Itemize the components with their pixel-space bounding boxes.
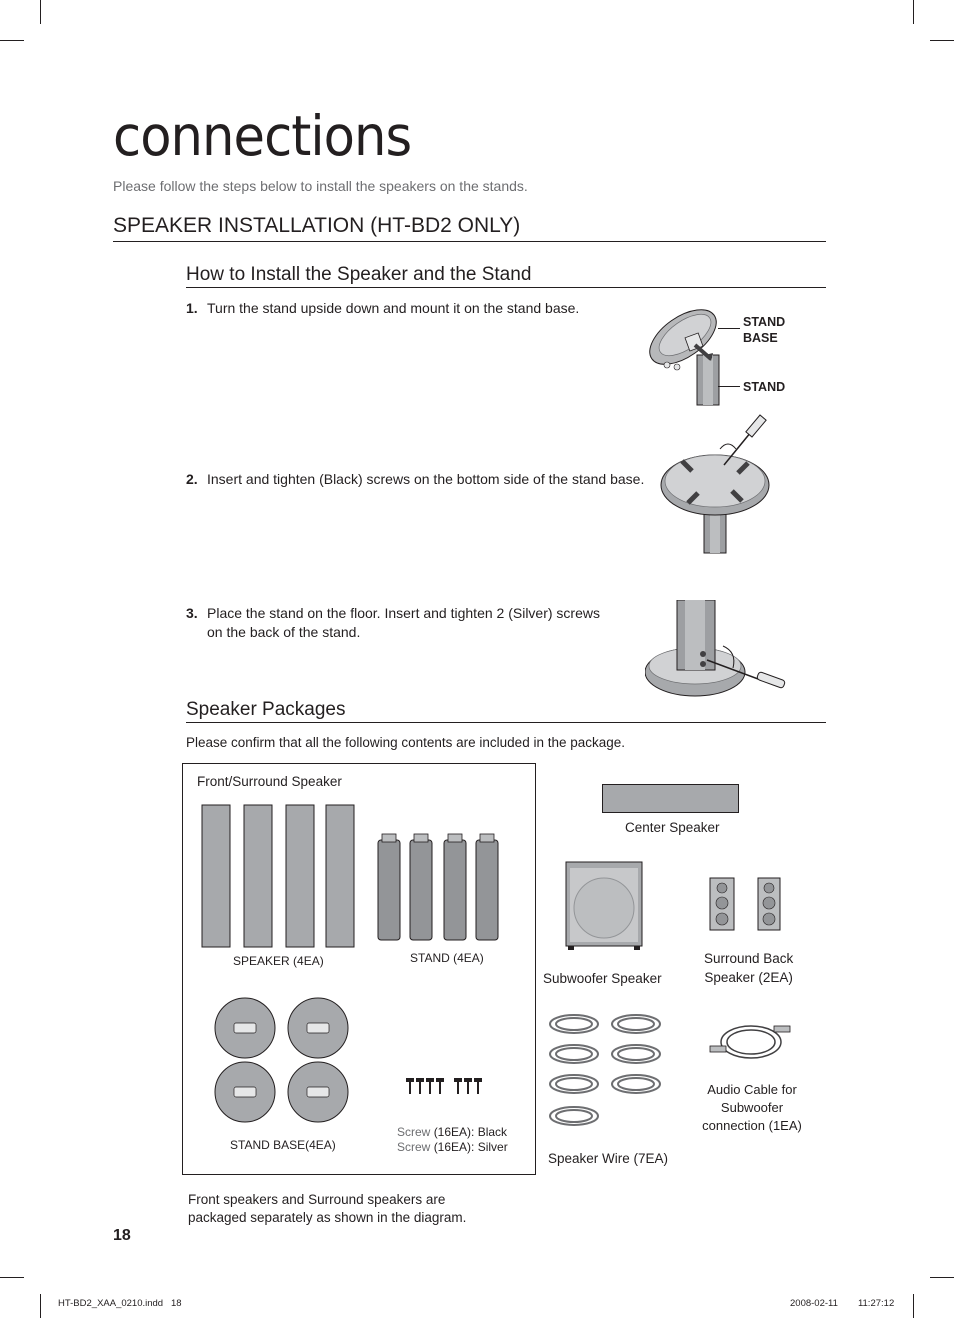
section-title: SPEAKER INSTALLATION (HT-BD2 ONLY) [113, 214, 521, 237]
box-title: Front/Surround Speaker [197, 774, 342, 789]
subwoofer-illustration [564, 858, 644, 952]
crop-mark [40, 1294, 41, 1318]
subsection-title-packages: Speaker Packages [186, 699, 346, 720]
label-prefix: Screw [397, 1140, 434, 1154]
label-line: Surround Back [704, 951, 794, 966]
center-speaker-illustration [602, 784, 739, 813]
label-screw-black [397, 1125, 508, 1140]
label-line: BASE [743, 331, 778, 345]
label-stand: STAND [743, 380, 786, 394]
surround-back-speakers-illustration [708, 876, 784, 932]
label-stand-4ea: STAND (4EA) [410, 951, 484, 965]
label-line: Audio Cable for Subwoofer [707, 1082, 797, 1115]
label-center-speaker: Center Speaker [625, 820, 720, 835]
label-subwoofer: Subwoofer Speaker [543, 971, 662, 986]
audio-cable-illustration [706, 1020, 796, 1064]
crop-mark [930, 1277, 954, 1278]
footer-datetime: 2008-02-11 11:27:12 [790, 1298, 895, 1309]
label-screw-silver [397, 1140, 508, 1155]
floor-stand-illustration [645, 600, 790, 700]
label-screws [397, 1125, 508, 1155]
step-text: Place the stand on the floor. Insert and tighten 2 (Silver) screws [207, 605, 600, 621]
speakers-illustration [200, 803, 360, 949]
stand-mount-illustration [645, 295, 745, 407]
section-divider [113, 241, 826, 242]
stand-bases-illustration [212, 996, 354, 1126]
step-2 [186, 470, 644, 489]
label-stand-base-4ea: STAND BASE(4EA) [230, 1138, 336, 1152]
screw-tighten-illustration [660, 413, 776, 555]
crop-mark [40, 0, 41, 24]
page-title: connections [113, 104, 412, 168]
crop-mark [930, 40, 954, 41]
label-line: Speaker (2EA) [704, 970, 793, 985]
step-1 [186, 299, 579, 318]
label-audio-cable [676, 1081, 828, 1135]
page-number: 18 [113, 1227, 131, 1244]
leader-line [718, 386, 740, 387]
footer-file: HT-BD2_XAA_0210.indd 18 [58, 1298, 182, 1309]
subsection-divider [186, 287, 826, 288]
label-value: (16EA): Black [433, 1125, 508, 1139]
step-text: Turn the stand upside down and mount it on the stand base. [207, 300, 580, 316]
step-3 [186, 604, 600, 642]
screws-illustration [404, 1076, 488, 1098]
crop-mark [0, 40, 24, 41]
label-value: (16EA): Silver [433, 1140, 508, 1154]
label-speaker-4ea: SPEAKER (4EA) [233, 954, 324, 968]
crop-mark [913, 0, 914, 24]
speaker-wires-illustration [546, 1002, 670, 1144]
leader-line [718, 328, 740, 329]
label-prefix: Screw [397, 1125, 434, 1139]
step-text: Insert and tighten (Black) screws on the bottom side of the stand base. [207, 471, 645, 487]
crop-mark [0, 1277, 24, 1278]
packages-footnote [188, 1191, 466, 1227]
step-text: on the back of the stand. [207, 624, 361, 640]
subsection-divider [186, 722, 826, 723]
page-subtitle: Please follow the steps below to install the speakers on the stands. [113, 178, 528, 194]
stands-illustration [374, 832, 504, 944]
subsection-title-install: How to Install the Speaker and the Stand [186, 264, 532, 285]
step-number: 1. [186, 300, 198, 316]
label-line: STAND [743, 315, 786, 329]
label-surround-back [704, 949, 793, 987]
crop-mark [913, 1294, 914, 1318]
footnote-line: packaged separately as shown in the diagram. [188, 1210, 467, 1225]
label-line: connection (1EA) [702, 1118, 802, 1133]
label-stand-base [743, 314, 785, 346]
label-speaker-wire: Speaker Wire (7EA) [548, 1151, 669, 1166]
footnote-line: Front speakers and Surround speakers are [188, 1192, 446, 1207]
step-number: 2. [186, 471, 198, 487]
packages-intro: Please confirm that all the following contents are included in the package. [186, 735, 626, 750]
step-number: 3. [186, 605, 198, 621]
